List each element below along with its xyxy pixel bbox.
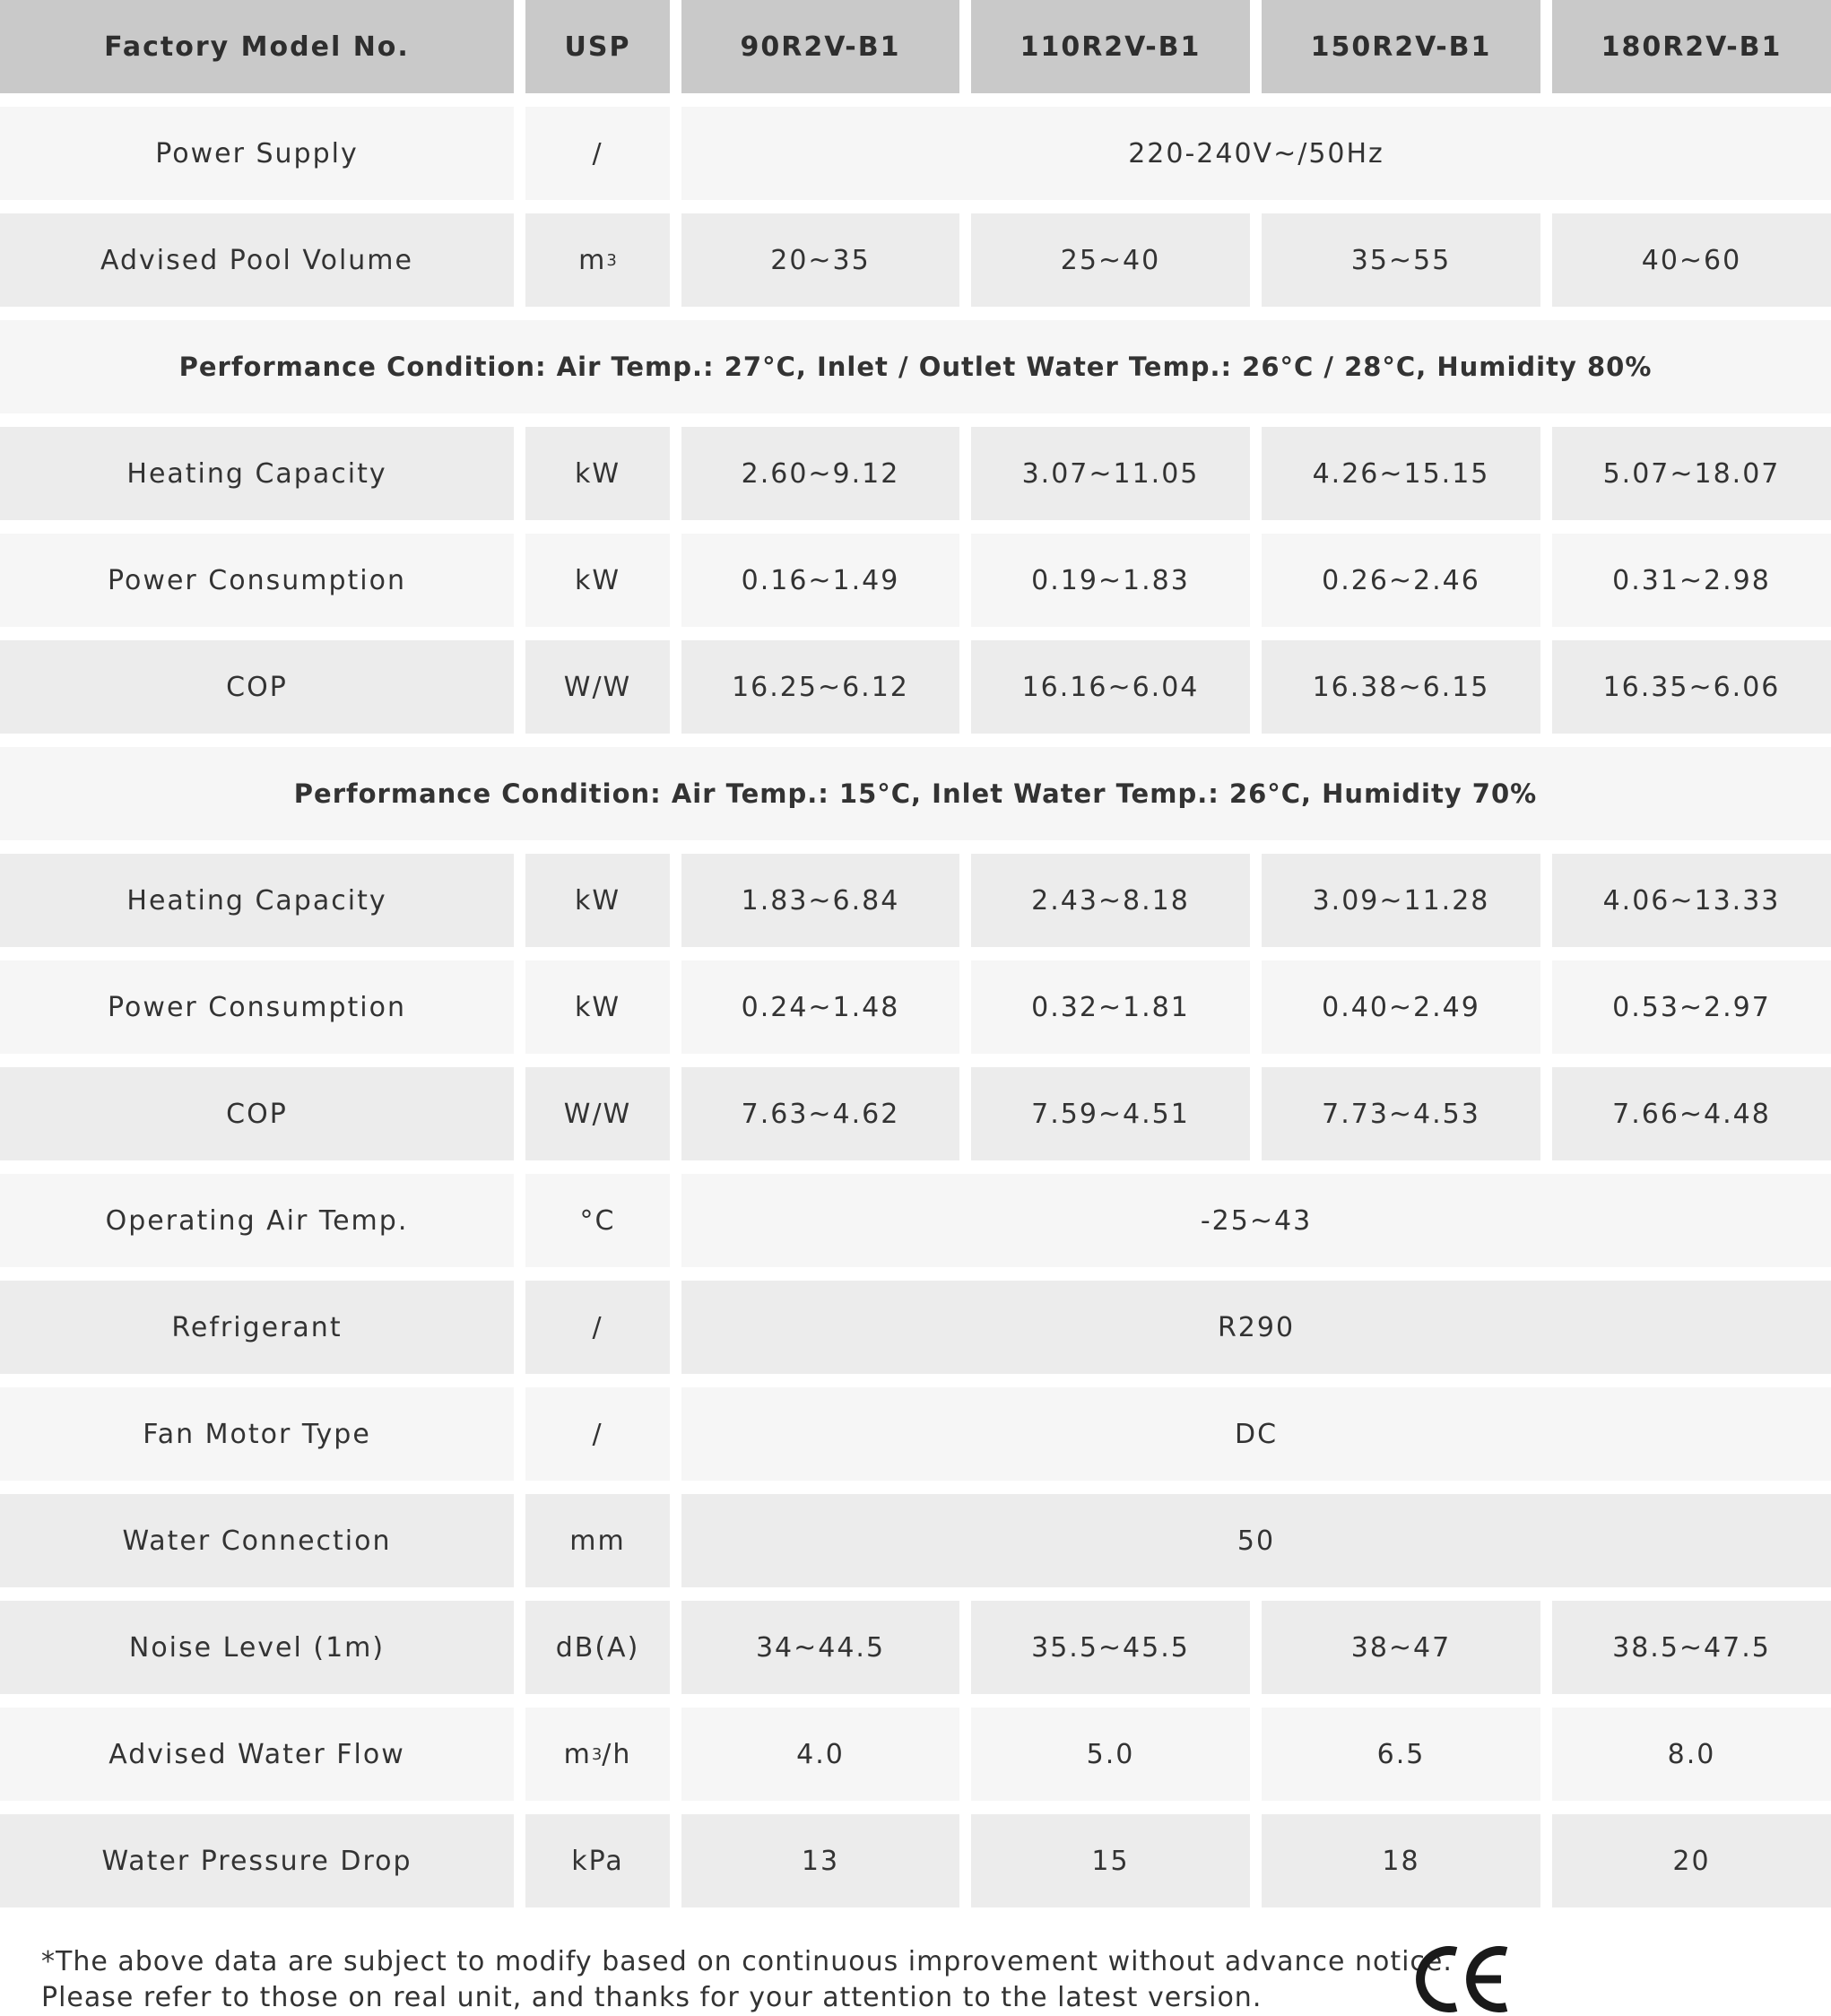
row-unit: kW [525, 854, 670, 947]
row-value: 0.53~2.97 [1552, 960, 1831, 1054]
row-value: 16.35~6.06 [1552, 640, 1831, 734]
row-value: 0.26~2.46 [1262, 534, 1540, 627]
row-value: 4.06~13.33 [1552, 854, 1831, 947]
row-value: 8.0 [1552, 1708, 1831, 1801]
row-value: 20 [1552, 1814, 1831, 1907]
row-value: 0.40~2.49 [1262, 960, 1540, 1054]
row-value: 13 [681, 1814, 959, 1907]
row-unit: °C [525, 1174, 670, 1267]
row-unit: kW [525, 427, 670, 520]
row-value: 2.43~8.18 [971, 854, 1250, 947]
row-value: 16.38~6.15 [1262, 640, 1540, 734]
row-unit: W/W [525, 1067, 670, 1160]
row-value: 16.16~6.04 [971, 640, 1250, 734]
row-label: Power Consumption [0, 960, 514, 1054]
row-value-merged: R290 [681, 1281, 1831, 1374]
row-value: 34~44.5 [681, 1601, 959, 1694]
row-value: 5.0 [971, 1708, 1250, 1801]
row-value-merged: DC [681, 1387, 1831, 1481]
row-value: 2.60~9.12 [681, 427, 959, 520]
row-value: 0.16~1.49 [681, 534, 959, 627]
ce-mark-icon [1415, 1946, 1510, 2012]
row-value: 15 [971, 1814, 1250, 1907]
row-value: 40~60 [1552, 213, 1831, 307]
row-label: Advised Pool Volume [0, 213, 514, 307]
unit-superscript: 3 [591, 1744, 603, 1764]
header-model-3: 150R2V-B1 [1262, 0, 1540, 93]
row-label: Water Pressure Drop [0, 1814, 514, 1907]
row-value: 3.09~11.28 [1262, 854, 1540, 947]
row-unit: / [525, 1281, 670, 1374]
footnote-line-1: *The above data are subject to modify based on continuous improvement without advance notice. [41, 1946, 1453, 1977]
row-value: 16.25~6.12 [681, 640, 959, 734]
row-value: 0.24~1.48 [681, 960, 959, 1054]
row-value: 1.83~6.84 [681, 854, 959, 947]
row-value: 18 [1262, 1814, 1540, 1907]
row-label: COP [0, 640, 514, 734]
row-unit: W/W [525, 640, 670, 734]
row-unit: / [525, 1387, 670, 1481]
row-value: 7.73~4.53 [1262, 1067, 1540, 1160]
row-value: 0.19~1.83 [971, 534, 1250, 627]
header-label: Factory Model No. [0, 0, 514, 93]
row-label: Heating Capacity [0, 427, 514, 520]
row-value: 0.31~2.98 [1552, 534, 1831, 627]
row-unit: / [525, 107, 670, 200]
row-label: Advised Water Flow [0, 1708, 514, 1801]
row-unit: kPa [525, 1814, 670, 1907]
row-label: Refrigerant [0, 1281, 514, 1374]
ce-letter-c [1420, 1951, 1456, 2008]
row-unit: kW [525, 960, 670, 1054]
unit-superscript: 3 [606, 250, 617, 270]
row-unit [525, 213, 670, 307]
footnote-line-2: Please refer to those on real unit, and thanks for your attention to the latest version. [41, 1982, 1263, 2013]
row-value: 38.5~47.5 [1552, 1601, 1831, 1694]
row-label: Water Connection [0, 1494, 514, 1587]
row-label: COP [0, 1067, 514, 1160]
row-unit: kW [525, 534, 670, 627]
row-unit [525, 1708, 670, 1801]
row-value: 35.5~45.5 [971, 1601, 1250, 1694]
row-value-merged: 50 [681, 1494, 1831, 1587]
row-value: 38~47 [1262, 1601, 1540, 1694]
header-model-1: 90R2V-B1 [681, 0, 959, 93]
row-label: Power Consumption [0, 534, 514, 627]
row-label: Power Supply [0, 107, 514, 200]
row-value: 5.07~18.07 [1552, 427, 1831, 520]
unit-base: m [563, 1738, 592, 1770]
row-label: Heating Capacity [0, 854, 514, 947]
row-label: Fan Motor Type [0, 1387, 514, 1481]
row-unit: dB(A) [525, 1601, 670, 1694]
header-unit: USP [525, 0, 670, 93]
row-value-merged: -25~43 [681, 1174, 1831, 1267]
unit-tail: /h [602, 1738, 632, 1770]
unit-base: m [578, 244, 607, 276]
row-value: 4.0 [681, 1708, 959, 1801]
row-unit: mm [525, 1494, 670, 1587]
condition-heading-2: Performance Condition: Air Temp.: 15°C, Inlet Water Temp.: 26°C, Humidity 70% [0, 747, 1831, 840]
header-model-4: 180R2V-B1 [1552, 0, 1831, 93]
row-label: Noise Level (1m) [0, 1601, 514, 1694]
row-label: Operating Air Temp. [0, 1174, 514, 1267]
footnote [41, 1944, 1453, 2016]
row-value: 3.07~11.05 [971, 427, 1250, 520]
row-value: 6.5 [1262, 1708, 1540, 1801]
row-value: 0.32~1.81 [971, 960, 1250, 1054]
row-value: 7.66~4.48 [1552, 1067, 1831, 1160]
row-value: 35~55 [1262, 213, 1540, 307]
row-value: 4.26~15.15 [1262, 427, 1540, 520]
row-value: 7.63~4.62 [681, 1067, 959, 1160]
condition-heading-1: Performance Condition: Air Temp.: 27°C, Inlet / Outlet Water Temp.: 26°C / 28°C, Humidity 80% [0, 320, 1831, 413]
row-value-merged: 220-240V~/50Hz [681, 107, 1831, 200]
row-value: 7.59~4.51 [971, 1067, 1250, 1160]
header-model-2: 110R2V-B1 [971, 0, 1250, 93]
row-value: 20~35 [681, 213, 959, 307]
row-value: 25~40 [971, 213, 1250, 307]
